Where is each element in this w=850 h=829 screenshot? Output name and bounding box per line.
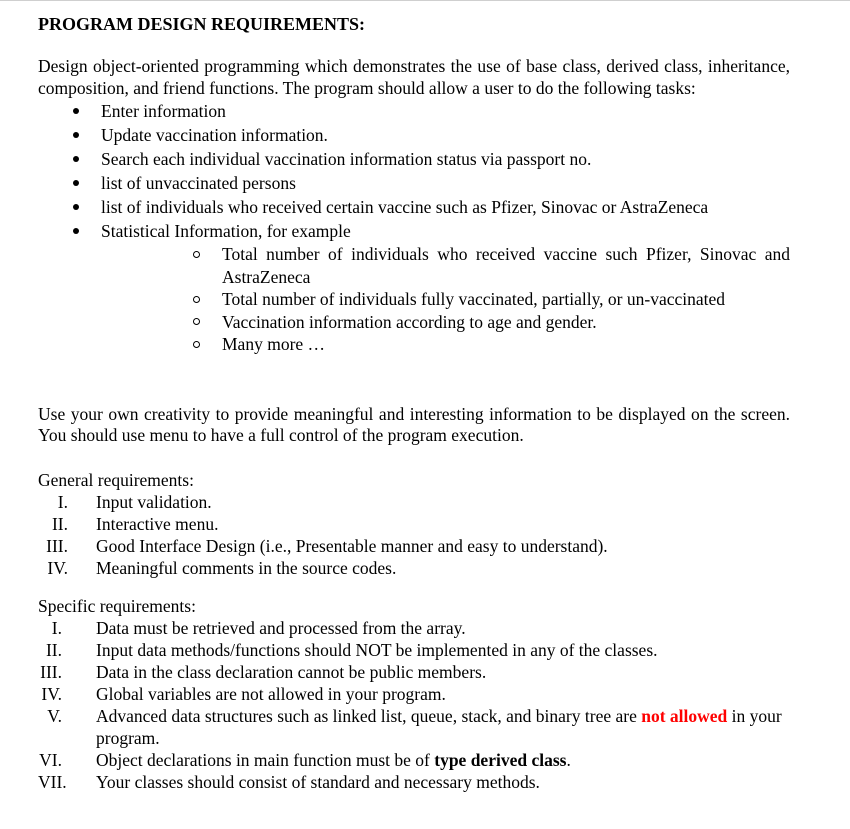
sublist-item (101, 333, 790, 356)
list-item-text: Object declarations in main function must be of (96, 749, 435, 770)
task-list (38, 99, 790, 356)
bullet-icon (73, 204, 79, 210)
roman-numeral: VI. (39, 749, 62, 770)
page-title: PROGRAM DESIGN REQUIREMENTS: (38, 14, 366, 34)
list-item (38, 491, 790, 513)
list-item (38, 639, 790, 661)
roman-numeral: II. (45, 639, 62, 660)
list-item-text: Statistical Information, for example (101, 221, 351, 241)
list-item-text: Enter information (101, 101, 226, 121)
general-requirements-label: General requirements: (38, 469, 194, 490)
circle-bullet-icon (193, 341, 200, 348)
list-item-text: Data in the class declaration cannot be public members. (96, 661, 487, 682)
sublist-item-text: Total number of individuals fully vaccinated, partially, or un-vaccinated (222, 289, 726, 309)
list-item (38, 147, 790, 171)
list-item (38, 617, 790, 639)
specific-requirements-label: Specific requirements: (38, 595, 196, 616)
list-item-text-tail: . (566, 749, 571, 770)
list-item-text: Interactive menu. (96, 513, 219, 534)
list-item (38, 123, 790, 147)
roman-numeral: III. (40, 661, 62, 682)
bullet-icon (73, 228, 79, 234)
circle-bullet-icon (193, 296, 200, 303)
list-item (38, 195, 790, 219)
roman-numeral: I. (51, 617, 62, 638)
list-item (38, 705, 790, 749)
creativity-paragraph: Use your own creativity to provide meaningful and interesting information to be displayed on the screen. You should use menu to have a full control of the program execution. (38, 403, 790, 445)
sublist-item (101, 288, 790, 311)
roman-numeral: VII. (38, 771, 67, 792)
list-item-text: Input validation. (96, 491, 212, 512)
list-item (38, 535, 790, 557)
general-requirements-section (38, 469, 790, 579)
specific-requirements-list (38, 617, 790, 793)
bullet-icon (73, 180, 79, 186)
document-page (38, 10, 790, 793)
sublist-item-text: Many more … (222, 334, 326, 354)
list-item-text: Your classes should consist of standard and necessary methods. (96, 771, 540, 792)
list-item-text: Advanced data structures such as linked list, queue, stack, and binary tree are (96, 705, 642, 726)
list-item (38, 683, 790, 705)
list-item (38, 513, 790, 535)
circle-bullet-icon (193, 318, 200, 325)
general-requirements-list (38, 491, 790, 579)
list-item (38, 557, 790, 579)
list-item-text: Input data methods/functions should NOT be implemented in any of the classes. (96, 639, 658, 660)
list-item (38, 99, 790, 123)
list-item-text: Good Interface Design (i.e., Presentable manner and easy to understand). (96, 535, 608, 556)
list-item-text: Search each individual vaccination information status via passport no. (101, 149, 592, 169)
list-item-text: Meaningful comments in the source codes. (96, 557, 397, 578)
roman-numeral: III. (46, 535, 68, 556)
not-allowed-emphasis: not allowed (641, 705, 728, 726)
type-derived-class-emphasis: type derived class (434, 749, 567, 770)
sublist-item-text: Total number of individuals who received vaccine such Pfizer, Sinovac and AstraZeneca (222, 244, 790, 287)
list-item-text: Global variables are not allowed in your program. (96, 683, 446, 704)
list-item (38, 219, 790, 356)
circle-bullet-icon (193, 251, 200, 258)
list-item-text: Update vaccination information. (101, 125, 328, 145)
roman-numeral: IV. (41, 683, 62, 704)
bullet-icon (73, 132, 79, 138)
list-item-text: Data must be retrieved and processed from the array. (96, 617, 466, 638)
list-item-text: list of individuals who received certain vaccine such as Pfizer, Sinovac or AstraZeneca (101, 197, 709, 217)
list-item (38, 749, 790, 771)
roman-numeral: I. (57, 491, 68, 512)
sublist-item (101, 243, 790, 288)
list-item-text-tail: in your program. (96, 705, 782, 748)
list-item (38, 661, 790, 683)
intro-paragraph: Design object-oriented programming which demonstrates the use of base class, derived class, inheritance, composition, and friend functions. The program should allow a user to do the following tasks: (38, 56, 790, 98)
list-item (38, 171, 790, 195)
top-rule (0, 0, 850, 1)
bullet-icon (73, 108, 79, 114)
sublist-item-text: Vaccination information according to age and gender. (222, 311, 597, 332)
bullet-icon (73, 156, 79, 162)
sublist-item (101, 311, 790, 334)
roman-numeral: II. (51, 513, 68, 534)
list-item (38, 771, 790, 793)
specific-requirements-section (38, 595, 790, 793)
list-item-text: list of unvaccinated persons (101, 173, 296, 193)
statistics-sublist (101, 243, 790, 356)
roman-numeral: V. (47, 705, 62, 726)
roman-numeral: IV. (47, 557, 68, 578)
